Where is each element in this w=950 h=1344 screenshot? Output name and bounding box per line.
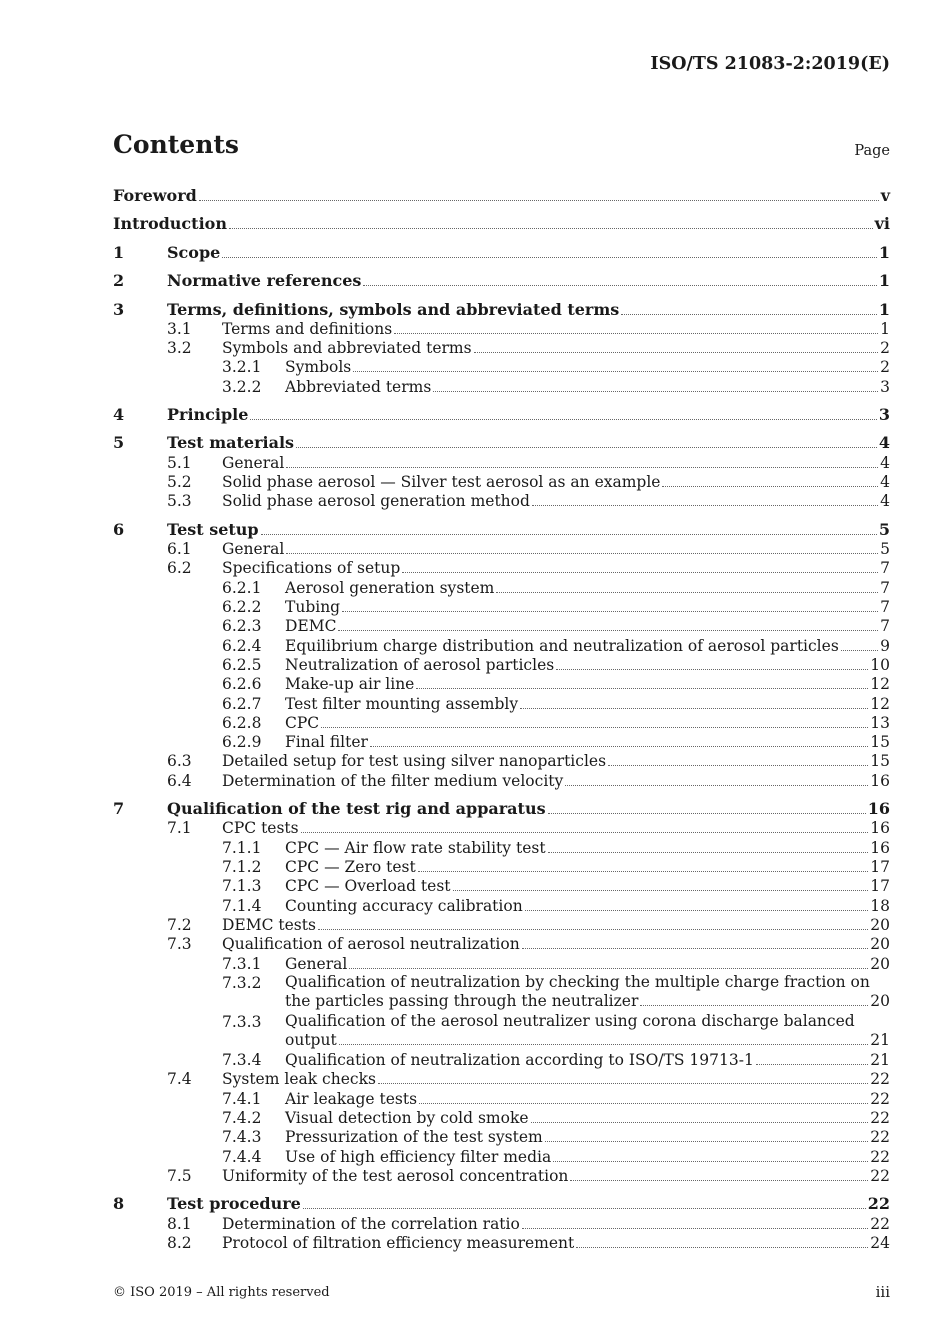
toc-entry-7-2[interactable]: 7.2 DEMC tests 20	[167, 916, 890, 934]
document-id: ISO/TS 21083-2:2019(E)	[650, 54, 890, 74]
toc-entry-5-3[interactable]: 5.3 Solid phase aerosol generation method 4	[167, 492, 890, 510]
toc-entry-1[interactable]: 1 Scope 1	[113, 243, 890, 262]
toc-entry-3-2[interactable]: 3.2 Symbols and abbreviated terms 2	[167, 339, 890, 357]
toc-entry-6-2[interactable]: 6.2 Specifications of setup 7	[167, 559, 890, 577]
toc-entry-7-3[interactable]: 7.3 Qualification of aerosol neutralization 20	[167, 935, 890, 953]
toc-entry-6-2-1[interactable]: 6.2.1 Aerosol generation system 7	[222, 579, 890, 597]
toc-entry-7-5[interactable]: 7.5 Uniformity of the test aerosol concentration 22	[167, 1167, 890, 1185]
toc-entry-8-1[interactable]: 8.1 Determination of the correlation ratio 22	[167, 1215, 890, 1233]
toc-entry-6-3[interactable]: 6.3 Detailed setup for test using silver nanoparticles 15	[167, 752, 890, 770]
toc-entry-6-2-8[interactable]: 6.2.8 CPC 13	[222, 714, 890, 732]
toc-entry-7-4-1[interactable]: 7.4.1 Air leakage tests 22	[222, 1090, 890, 1108]
toc-entry-7-3-1[interactable]: 7.3.1 General 20	[222, 955, 890, 973]
toc-entry-6-4[interactable]: 6.4 Determination of the filter medium velocity 16	[167, 772, 890, 790]
toc-entry-7-4-4[interactable]: 7.4.4 Use of high efficiency filter media 22	[222, 1148, 890, 1166]
page-title: Contents	[113, 130, 240, 159]
toc-entry-6[interactable]: 6 Test setup 5	[113, 520, 890, 539]
copyright-notice: © ISO 2019 – All rights reserved	[113, 1285, 330, 1300]
toc-entry-2[interactable]: 2 Normative references 1	[113, 271, 890, 290]
toc-entry-6-1[interactable]: 6.1 General 5	[167, 540, 890, 558]
toc-entry-8[interactable]: 8 Test procedure 22	[113, 1194, 890, 1213]
toc-entry-7-4-3[interactable]: 7.4.3 Pressurization of the test system 22	[222, 1128, 890, 1146]
toc-entry-7[interactable]: 7 Qualification of the test rig and apparatus 16	[113, 799, 890, 818]
toc-entry-7-3-2[interactable]: 7.3.2 Qualification of neutralization by checking the multiple charge fraction on the particles passing through the neutralizer 20	[222, 973, 890, 1010]
toc-entry-introduction[interactable]: Introduction vi	[113, 214, 890, 233]
toc-entry-7-1-3[interactable]: 7.1.3 CPC — Overload test 17	[222, 877, 890, 895]
toc-entry-7-4-2[interactable]: 7.4.2 Visual detection by cold smoke 22	[222, 1109, 890, 1127]
toc-entry-6-2-4[interactable]: 6.2.4 Equilibrium charge distribution and neutralization of aerosol particles 9	[222, 637, 890, 655]
toc-entry-6-2-3[interactable]: 6.2.3 DEMC 7	[222, 617, 890, 635]
page-number: iii	[875, 1283, 890, 1301]
toc-entry-7-3-4[interactable]: 7.3.4 Qualification of neutralization according to ISO/TS 19713-1 21	[222, 1051, 890, 1069]
toc-entry-7-4[interactable]: 7.4 System leak checks 22	[167, 1070, 890, 1088]
toc-entry-5[interactable]: 5 Test materials 4	[113, 433, 890, 452]
toc-entry-4[interactable]: 4 Principle 3	[113, 405, 890, 424]
toc-entry-5-1[interactable]: 5.1 General 4	[167, 454, 890, 472]
toc-entry-3-2-2[interactable]: 3.2.2 Abbreviated terms 3	[222, 378, 890, 396]
toc-entry-3-1[interactable]: 3.1 Terms and definitions 1	[167, 320, 890, 338]
toc-entry-7-1-4[interactable]: 7.1.4 Counting accuracy calibration 18	[222, 897, 890, 915]
toc-entry-7-1-2[interactable]: 7.1.2 CPC — Zero test 17	[222, 858, 890, 876]
toc-entry-6-2-6[interactable]: 6.2.6 Make-up air line 12	[222, 675, 890, 693]
toc-entry-6-2-5[interactable]: 6.2.5 Neutralization of aerosol particles 10	[222, 656, 890, 674]
toc-entry-7-3-3[interactable]: 7.3.3 Qualification of the aerosol neutralizer using corona discharge balanced output 21	[222, 1012, 890, 1049]
toc-entry-3[interactable]: 3 Terms, definitions, symbols and abbreviated terms 1	[113, 300, 890, 319]
toc-entry-foreword[interactable]: Foreword v	[113, 186, 890, 205]
page-column-label: Page	[854, 143, 890, 159]
toc-entry-3-2-1[interactable]: 3.2.1 Symbols 2	[222, 358, 890, 376]
toc-entry-7-1-1[interactable]: 7.1.1 CPC — Air flow rate stability test 16	[222, 839, 890, 857]
toc-entry-6-2-9[interactable]: 6.2.9 Final filter 15	[222, 733, 890, 751]
toc-entry-7-1[interactable]: 7.1 CPC tests 16	[167, 819, 890, 837]
toc-entry-8-2[interactable]: 8.2 Protocol of filtration efficiency measurement 24	[167, 1234, 890, 1252]
toc-entry-6-2-7[interactable]: 6.2.7 Test filter mounting assembly 12	[222, 695, 890, 713]
toc-entry-6-2-2[interactable]: 6.2.2 Tubing 7	[222, 598, 890, 616]
toc-entry-5-2[interactable]: 5.2 Solid phase aerosol — Silver test aerosol as an example 4	[167, 473, 890, 491]
